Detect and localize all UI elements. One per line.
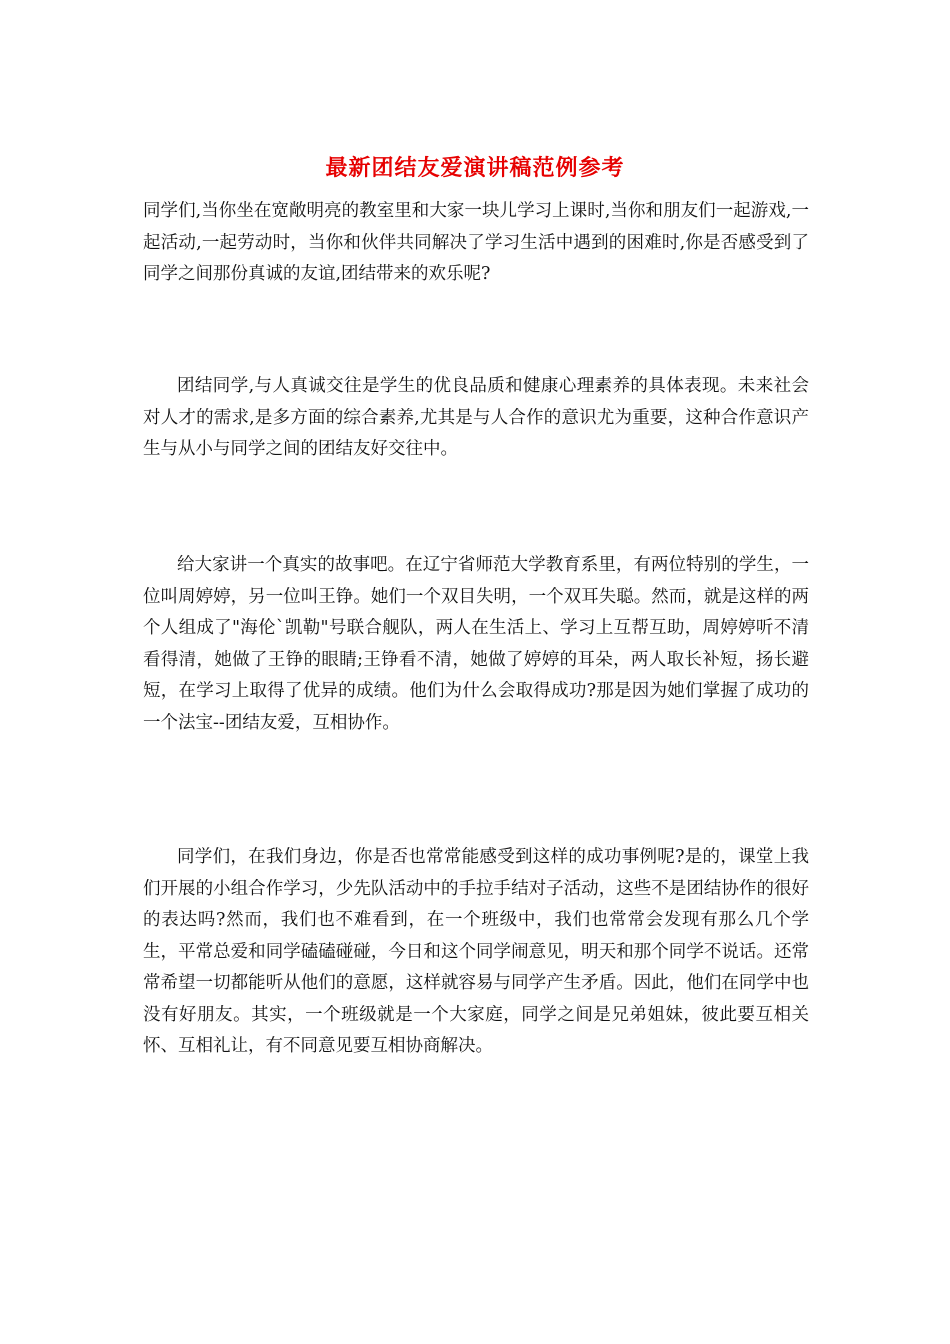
paragraph-1: 同学们,当你坐在宽敞明亮的教室里和大家一块儿学习上课时,当你和朋友们一起游戏,一起活动,一起劳动时，当你和伙伴共同解决了学习生活中遇到的困难时,你是否感受到了同学之间那份真诚的友谊,团结带来的欢乐呢?: [143, 201, 809, 284]
paragraph-2: 团结同学,与人真诚交往是学生的优良品质和健康心理素养的具体表现。未来社会对人才的需求,是多方面的综合素养,尤其是与人合作的意识尤为重要，这种合作意识产生与从小与同学之间的团结友好交往中。: [143, 376, 809, 459]
paragraph-3: 给大家讲一个真实的故事吧。在辽宁省师范大学教育系里，有两位特别的学生，一位叫周婷婷，另一位叫王铮。她们一个双目失明，一个双耳失聪。然而，就是这样的两个人组成了"海伦`凯勒"号联合舰队，两人在生活上、学习上互帮互助，周婷婷听不清看得清，她做了王铮的眼睛;王铮看不清，她做了婷婷的耳朵，两人取长补短，扬长避短，在学习上取得了优异的成绩。他们为什么会取得成功?那是因为她们掌握了成功的一个法宝--团结友爱，互相协作。: [143, 555, 809, 733]
paragraph-4: 同学们，在我们身边，你是否也常常能感受到这样的成功事例呢?是的，课堂上我们开展的小组合作学习，少先队活动中的手拉手结对子活动，这些不是团结协作的很好的表达吗?然而，我们也不难看到，在一个班级中，我们也常常会发现有那么几个学生，平常总爱和同学磕磕碰碰，今日和这个同学闹意见，明天和那个同学不说话。还常常希望一切都能听从他们的意愿，这样就容易与同学产生矛盾。因此，他们在同学中也没有好朋友。其实，一个班级就是一个大家庭，同学之间是兄弟姐妹，彼此要互相关怀、互相礼让，有不同意见要互相协商解决。: [143, 847, 809, 1056]
document-title: 最新团结友爱演讲稿范例参考: [325, 155, 625, 181]
